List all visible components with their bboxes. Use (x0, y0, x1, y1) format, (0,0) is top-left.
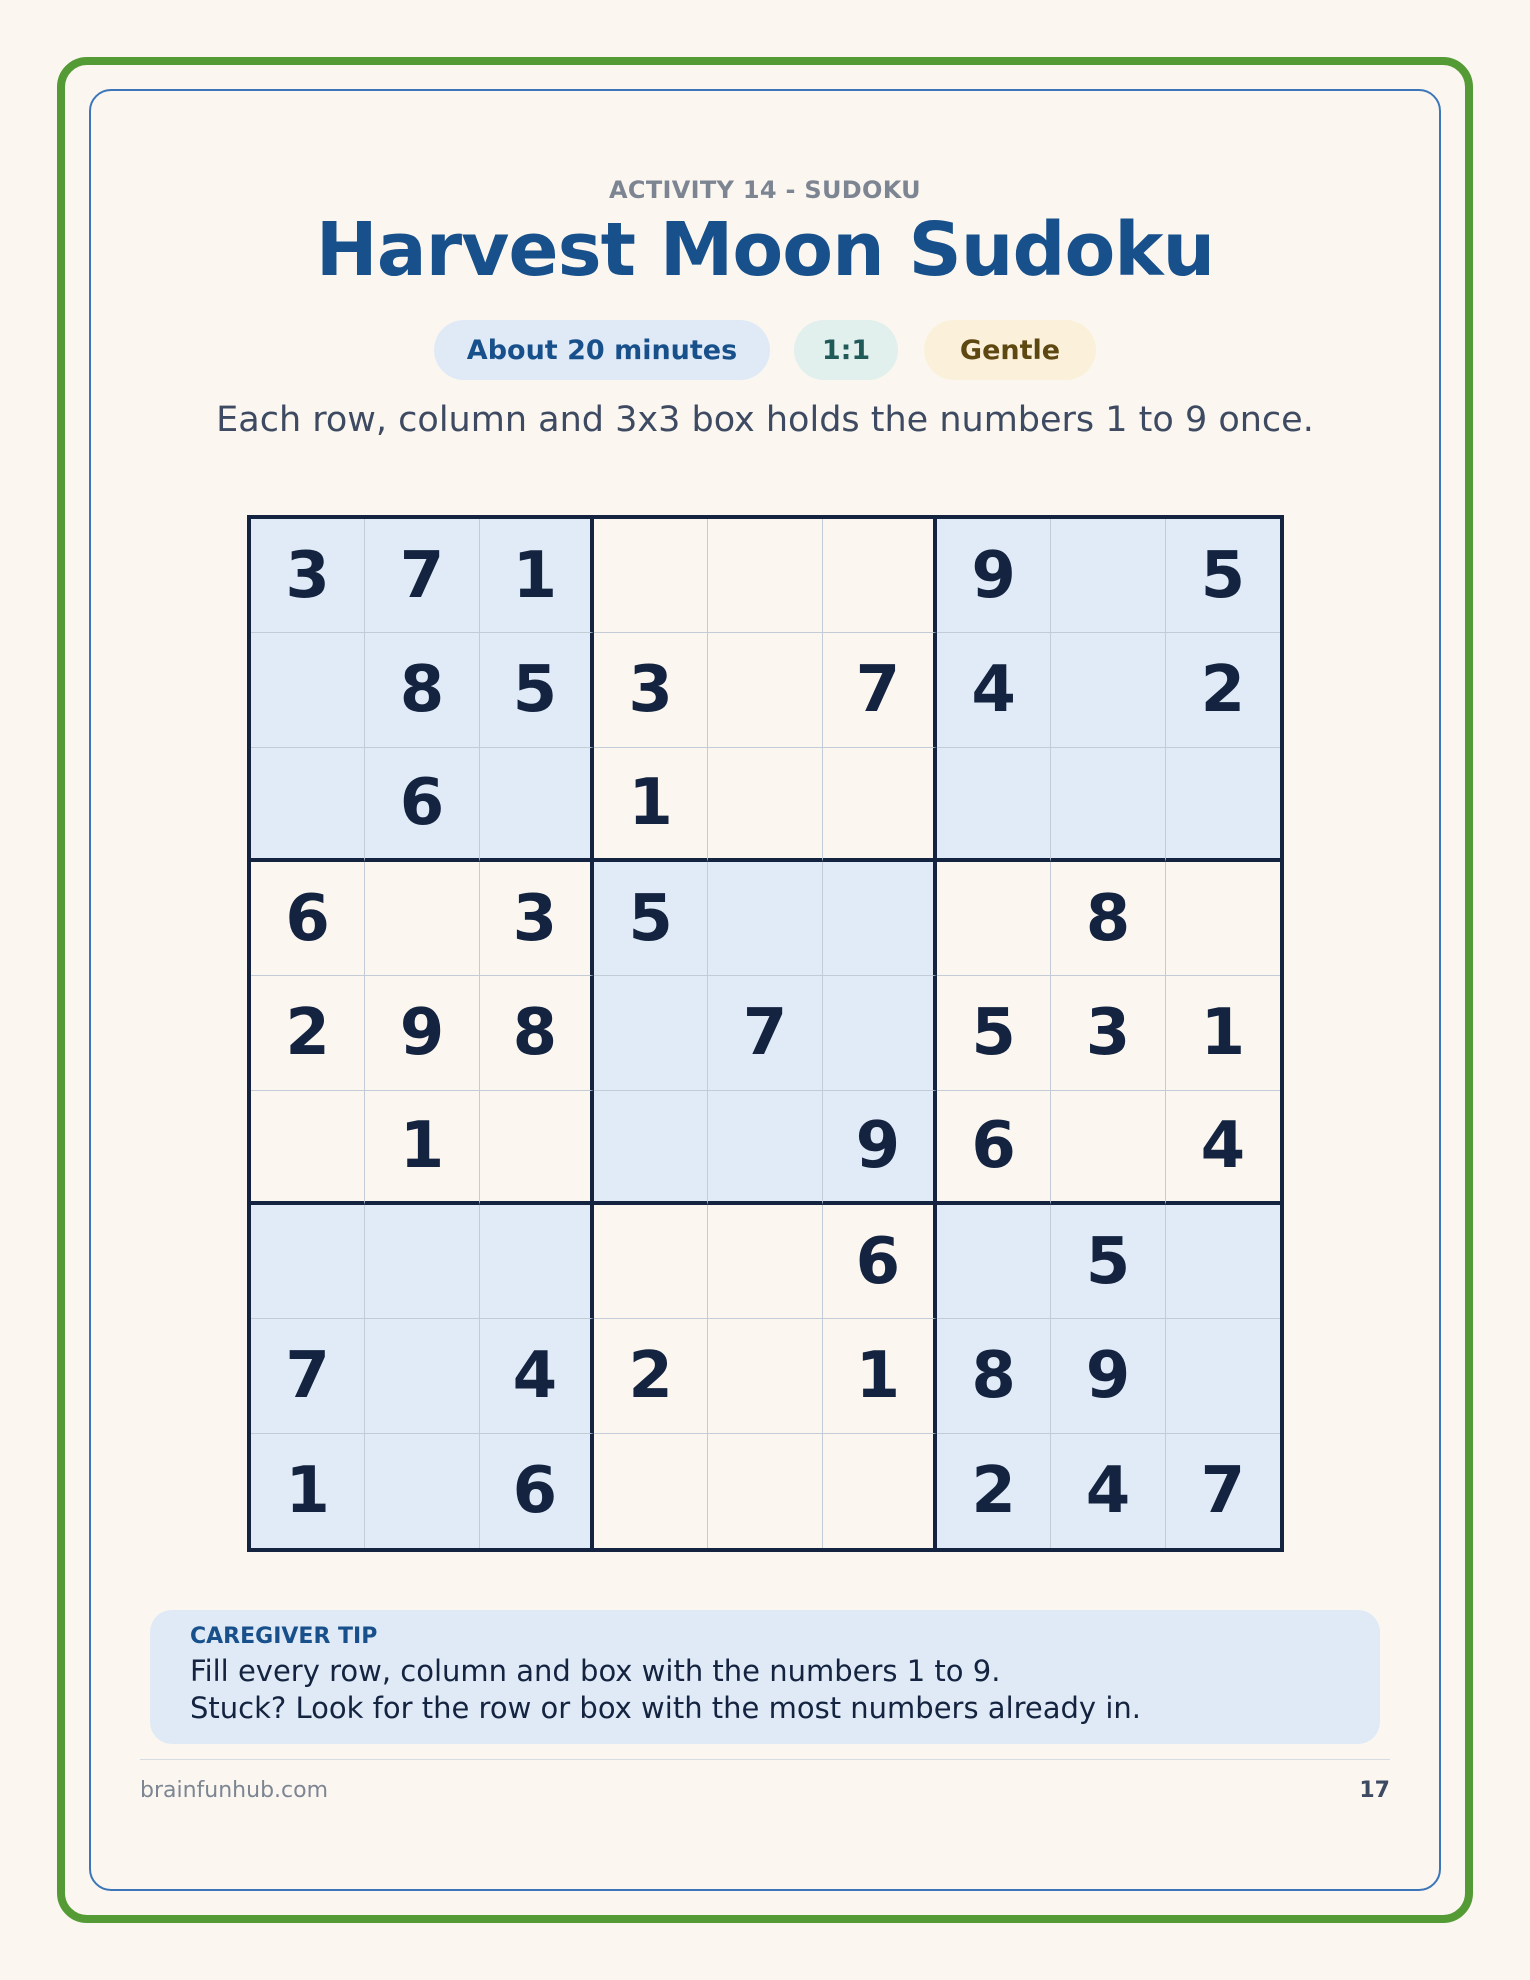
sudoku-cell: 8 (1051, 862, 1165, 976)
sudoku-cell: 7 (1166, 1434, 1280, 1548)
sudoku-cell: 1 (251, 1434, 365, 1548)
sudoku-cell: 5 (480, 633, 594, 747)
sudoku-cell (594, 976, 708, 1090)
sudoku-cell: 8 (365, 633, 479, 747)
sudoku-cell (480, 748, 594, 862)
sudoku-cell: 3 (251, 519, 365, 633)
sudoku-grid (247, 515, 1284, 1552)
sudoku-cell: 7 (823, 633, 937, 747)
sudoku-cell: 3 (480, 862, 594, 976)
footer-site: brainfunhub.com (140, 1778, 329, 1803)
sudoku-cell (1051, 519, 1165, 633)
sudoku-cell: 7 (708, 976, 822, 1090)
sudoku-cell (823, 976, 937, 1090)
sudoku-cell (594, 1434, 708, 1548)
sudoku-cell: 7 (365, 519, 479, 633)
sudoku-cell (594, 519, 708, 633)
difficulty-badge: Gentle (924, 320, 1096, 380)
sudoku-cell: 3 (1051, 976, 1165, 1090)
sudoku-cell: 8 (480, 976, 594, 1090)
sudoku-cell (1051, 1091, 1165, 1205)
sudoku-cell: 1 (823, 1319, 937, 1433)
sudoku-cell (937, 748, 1051, 862)
sudoku-cell: 2 (1166, 633, 1280, 747)
sudoku-cell: 4 (1051, 1434, 1165, 1548)
sudoku-cell (1166, 862, 1280, 976)
instructions-text: Each row, column and 3x3 box holds the numbers 1 to 9 once. (216, 400, 1314, 440)
page-number: 17 (1359, 1778, 1390, 1803)
sudoku-cell (708, 748, 822, 862)
sudoku-cell (708, 519, 822, 633)
caregiver-tip-box (150, 1610, 1380, 1744)
sudoku-cell (594, 1091, 708, 1205)
sudoku-cell: 7 (251, 1319, 365, 1433)
sudoku-cell: 4 (480, 1319, 594, 1433)
sudoku-cell (1166, 748, 1280, 862)
sudoku-cell (823, 1434, 937, 1548)
sudoku-cell (365, 862, 479, 976)
tip-heading: CAREGIVER TIP (190, 1624, 378, 1649)
sudoku-cell: 8 (937, 1319, 1051, 1433)
sudoku-cell (823, 519, 937, 633)
sudoku-cell: 6 (480, 1434, 594, 1548)
kicker-separator: - (785, 176, 796, 204)
sudoku-cell (251, 1205, 365, 1319)
sudoku-cell (823, 862, 937, 976)
sudoku-cell: 9 (365, 976, 479, 1090)
sudoku-cell: 5 (937, 976, 1051, 1090)
sudoku-cell (480, 1205, 594, 1319)
tip-line-2: Stuck? Look for the row or box with the most numbers already in. (190, 1691, 1141, 1725)
sudoku-cell: 5 (1166, 519, 1280, 633)
sudoku-cell: 2 (594, 1319, 708, 1433)
page-title: Harvest Moon Sudoku (315, 207, 1215, 293)
sudoku-cell (1166, 1319, 1280, 1433)
sudoku-cell (251, 1091, 365, 1205)
sudoku-cell: 4 (937, 633, 1051, 747)
ratio-badge: 1:1 (794, 320, 898, 380)
sudoku-cell (823, 748, 937, 862)
sudoku-cell: 2 (937, 1434, 1051, 1548)
sudoku-cell (937, 862, 1051, 976)
sudoku-cell: 5 (1051, 1205, 1165, 1319)
activity-kicker (0, 176, 1530, 204)
activity-number: ACTIVITY 14 (609, 176, 777, 204)
footer-divider (140, 1759, 1390, 1760)
sudoku-cell (708, 1091, 822, 1205)
sudoku-cell: 1 (594, 748, 708, 862)
sudoku-cell: 5 (594, 862, 708, 976)
sudoku-cell (251, 633, 365, 747)
sudoku-cell (937, 1205, 1051, 1319)
sudoku-cell: 6 (937, 1091, 1051, 1205)
sudoku-cell (1051, 748, 1165, 862)
sudoku-cell: 3 (594, 633, 708, 747)
sudoku-cell (251, 748, 365, 862)
sudoku-cell: 4 (1166, 1091, 1280, 1205)
sudoku-cell (594, 1205, 708, 1319)
sudoku-cell: 1 (480, 519, 594, 633)
sudoku-cell: 1 (1166, 976, 1280, 1090)
duration-badge: About 20 minutes (434, 320, 770, 380)
sudoku-cell (708, 633, 822, 747)
activity-category: SUDOKU (804, 176, 921, 204)
sudoku-cell (708, 1434, 822, 1548)
sudoku-cell (365, 1319, 479, 1433)
sudoku-cell (1051, 633, 1165, 747)
sudoku-cell: 2 (251, 976, 365, 1090)
sudoku-cell: 6 (251, 862, 365, 976)
sudoku-cell (480, 1091, 594, 1205)
sudoku-cell: 9 (1051, 1319, 1165, 1433)
sudoku-cell (708, 1319, 822, 1433)
sudoku-cell (708, 862, 822, 976)
sudoku-cell: 9 (937, 519, 1051, 633)
sudoku-cell: 6 (365, 748, 479, 862)
sudoku-cell (365, 1434, 479, 1548)
sudoku-cell (365, 1205, 479, 1319)
sudoku-cell (1166, 1205, 1280, 1319)
sudoku-cell: 9 (823, 1091, 937, 1205)
sudoku-cell (708, 1205, 822, 1319)
sudoku-cell: 6 (823, 1205, 937, 1319)
sudoku-cell: 1 (365, 1091, 479, 1205)
tip-line-1: Fill every row, column and box with the numbers 1 to 9. (190, 1654, 1001, 1688)
